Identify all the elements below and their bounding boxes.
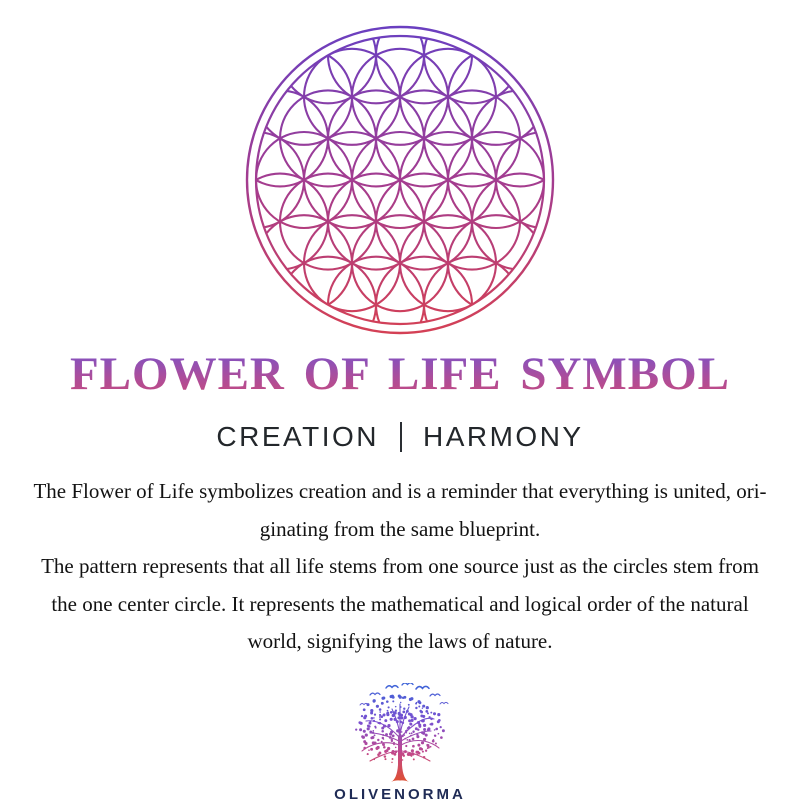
tree-of-life-icon: [342, 683, 458, 783]
subtitle-left: CREATION: [216, 421, 379, 453]
brand-logo: [334, 683, 466, 803]
description-line: the one center circle. It represents the mathematical and logical order of the natural: [51, 591, 749, 616]
subtitle: [216, 421, 583, 453]
description-line: ginating from the same blueprint.: [259, 516, 541, 541]
brand-name: OLIVENORMA: [334, 785, 466, 803]
flower-of-life-icon: [240, 20, 560, 340]
page-title: FLOWER OF LIFE SYMBOL: [69, 348, 731, 400]
description: [19, 473, 781, 661]
description-line: The pattern represents that all life stems from one source just as the circles stem from: [41, 554, 759, 579]
subtitle-right: HARMONY: [422, 421, 584, 453]
description-line: The Flower of Life symbolizes creation and is a reminder that everything is united, ori-: [33, 479, 767, 504]
divider-bar: [400, 422, 402, 452]
description-line: world, signifying the laws of nature.: [247, 629, 553, 654]
flower-of-life-symbol: [240, 20, 560, 340]
